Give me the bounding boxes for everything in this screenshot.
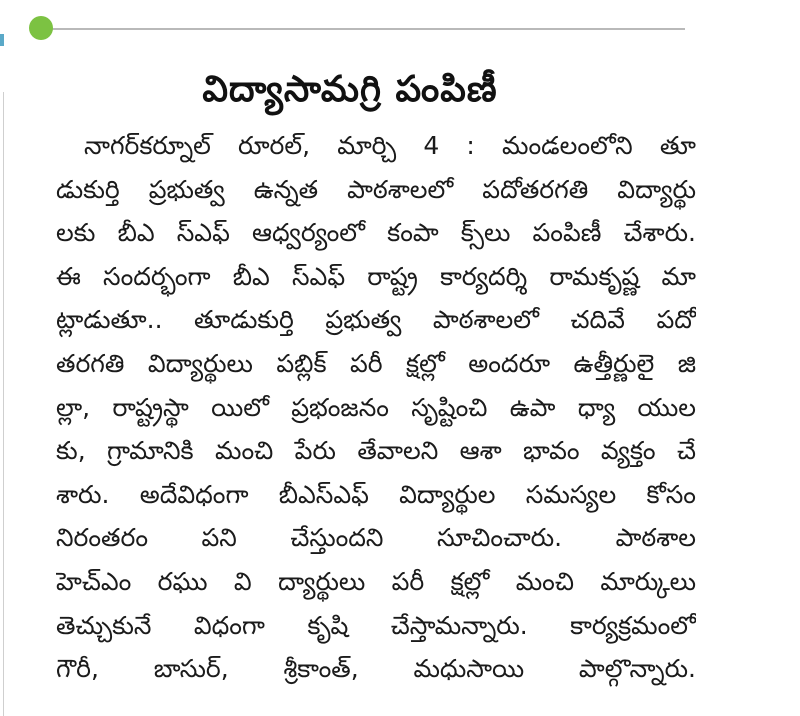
article-line: నాగర్‌కర్నూల్ రూరల్, మార్చి 4 : మండలంలోని తూ bbox=[84, 131, 696, 160]
article-line: ల్లా, రాష్ట్రస్థా యిలో ప్రభంజనం సృష్టించి ఉపా ధ్యా యుల bbox=[56, 392, 696, 422]
article-headline: విద్యాసామగ్రి పంపిణీ bbox=[202, 69, 498, 110]
article-line: ట్లాడుతూ.. తూడుకుర్తి ప్రభుత్వ పాఠశాలలో చదివే పదో bbox=[56, 305, 696, 335]
bullet-dot-icon bbox=[29, 16, 53, 40]
header-rule bbox=[40, 28, 685, 30]
article-line: గౌరీ, బాసుర్, శ్రీకాంత్, మధుసాయి పాల్గొన్నారు. bbox=[56, 654, 696, 684]
article-line: డుకుర్తి ప్రభుత్వ ఉన్నత పాఠశాలలో పదోతరగతి విద్యార్థు bbox=[56, 174, 696, 204]
edge-marker bbox=[0, 34, 4, 46]
article-line: హెచ్‌ఎం రఘు వి ద్యార్థులు పరీ క్షల్లో మంచి మార్కులు bbox=[56, 566, 696, 596]
article-line: ఈ సందర్భంగా బీఎ స్‌ఎఫ్ రాష్ట్ర కార్యదర్శి రామకృష్ణ మా bbox=[56, 261, 696, 291]
article-line: శారు. అదేవిధంగా బీఎస్‌ఎఫ్ విద్యార్థుల సమస్యల కోసం bbox=[56, 479, 696, 509]
article-body bbox=[56, 124, 696, 691]
article-line: కు, గ్రామానికి మంచి పేరు తేవాలని ఆశా భావం వ్యక్తం చే bbox=[56, 436, 696, 466]
article-line: లకు బీఎ స్‌ఎఫ్ ఆధ్వర్యంలో కంపా క్స్‌లు పంపిణీ చేశారు. bbox=[56, 218, 696, 248]
article-line: తెచ్చుకునే విధంగా కృషి చేస్తామన్నారు. కార్యక్రమంలో bbox=[56, 610, 696, 640]
column-divider bbox=[3, 92, 4, 716]
article-line: తరగతి విద్యార్థులు పబ్లిక్ పరీ క్షల్లో అందరూ ఉత్తీర్ణులై జి bbox=[56, 348, 696, 378]
clipping-header bbox=[0, 0, 800, 60]
article-line: నిరంతరం పని చేస్తుందని సూచించారు. పాఠశాల bbox=[56, 523, 696, 553]
